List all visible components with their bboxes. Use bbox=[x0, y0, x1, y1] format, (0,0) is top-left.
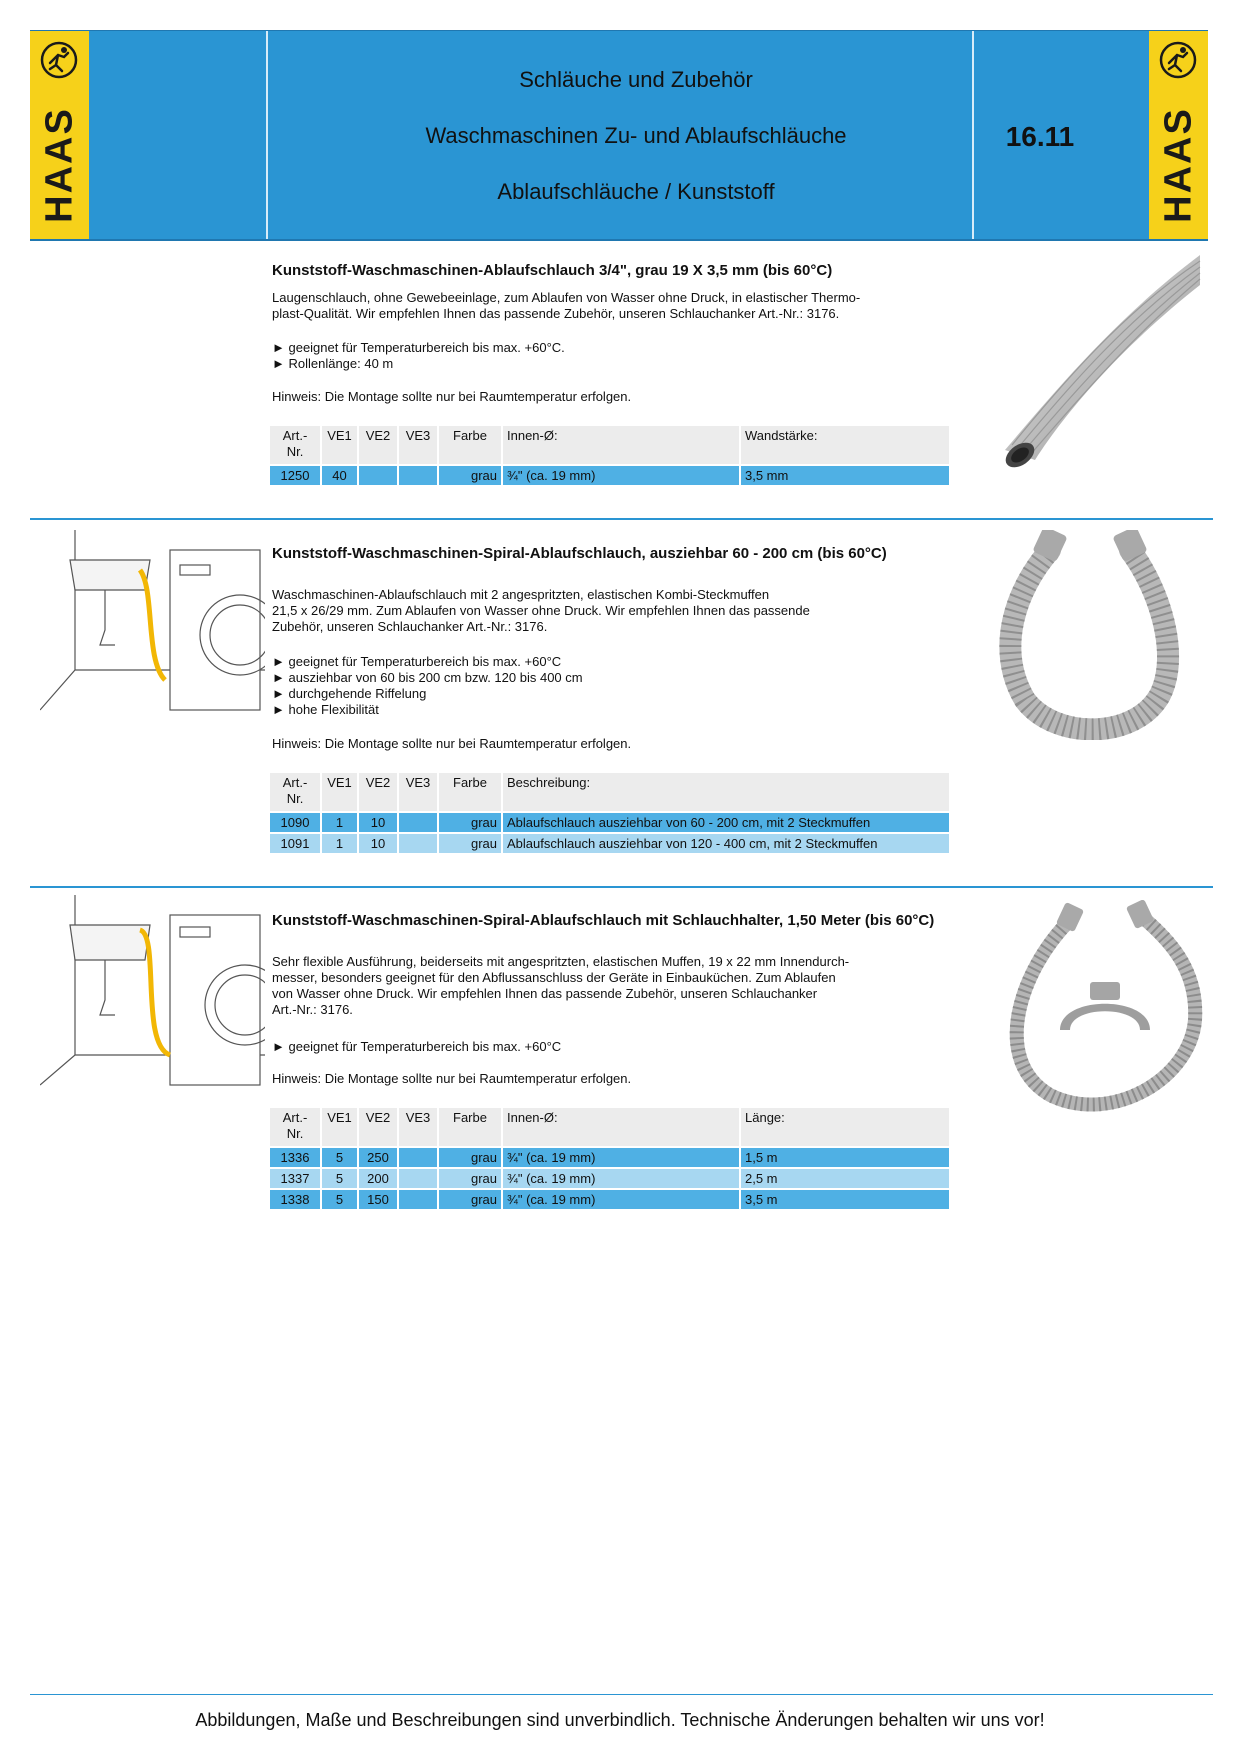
product-title: Kunststoff-Waschmaschinen-Spiral-Ablaufschlauch mit Schlauchhalter, 1,50 Meter (bis 60°C) bbox=[272, 912, 935, 929]
cell-laenge: 2,5 m bbox=[741, 1169, 949, 1188]
header-title: Ablaufschläuche / Kunststoff bbox=[497, 179, 775, 204]
col-header-wandstaerke: Wandstärke: bbox=[741, 426, 949, 464]
cell-ve1: 5 bbox=[322, 1169, 357, 1188]
spec-table bbox=[268, 771, 951, 855]
table-row bbox=[270, 813, 949, 832]
cell-innen: ¾" (ca. 19 mm) bbox=[503, 466, 739, 485]
col-header-farbe: Farbe bbox=[439, 426, 501, 464]
col-header-laenge: Länge: bbox=[741, 1108, 949, 1146]
cell-ve2 bbox=[359, 466, 397, 485]
cell-wandstaerke: 3,5 mm bbox=[741, 466, 949, 485]
col-header-farbe: Farbe bbox=[439, 1108, 501, 1146]
description-line: Laugenschlauch, ohne Gewebeeinlage, zum Ablaufen von Wasser ohne Druck, in elastischer Thermo- bbox=[272, 290, 861, 305]
cell-innen: ¾" (ca. 19 mm) bbox=[503, 1148, 739, 1167]
cell-farbe: grau bbox=[439, 466, 501, 485]
product-description bbox=[272, 954, 952, 1018]
col-header-ve1: VE1 bbox=[322, 426, 357, 464]
feature-item: ► durchgehende Riffelung bbox=[272, 686, 427, 701]
installation-illustration bbox=[40, 530, 265, 720]
feature-list bbox=[272, 654, 952, 718]
footer-divider bbox=[30, 1694, 1213, 1695]
col-header-ve3: VE3 bbox=[399, 1108, 437, 1146]
table-row bbox=[270, 466, 949, 485]
col-header-ve1: VE1 bbox=[322, 773, 357, 811]
cell-farbe: grau bbox=[439, 1190, 501, 1209]
feature-item: ► hohe Flexibilität bbox=[272, 702, 379, 717]
header-category: Schläuche und Zubehör bbox=[519, 67, 753, 92]
feature-list bbox=[272, 1039, 952, 1055]
cell-art-nr: 1337 bbox=[270, 1169, 320, 1188]
cell-art-nr: 1091 bbox=[270, 834, 320, 853]
table-row bbox=[270, 834, 949, 853]
haas-logo-right bbox=[1149, 31, 1208, 239]
hose-straight-image bbox=[1000, 245, 1210, 470]
haas-logo-text: HAAS bbox=[1157, 107, 1199, 223]
spec-table bbox=[268, 1106, 951, 1211]
cell-innen: ¾" (ca. 19 mm) bbox=[503, 1169, 739, 1188]
description-line: Zubehör, unseren Schlauchanker Art.-Nr.: 3176. bbox=[272, 619, 548, 634]
spec-table bbox=[268, 424, 951, 487]
col-header-ve1: VE1 bbox=[322, 1108, 357, 1146]
col-header-art-nr: Art.- Nr. bbox=[270, 426, 320, 464]
cell-ve2: 250 bbox=[359, 1148, 397, 1167]
description-line: 21,5 x 26/29 mm. Zum Ablaufen von Wasser ohne Druck. Wir empfehlen Ihnen das passende bbox=[272, 603, 810, 618]
header-divider bbox=[266, 31, 268, 239]
description-line: Waschmaschinen-Ablaufschlauch mit 2 angespritzten, elastischen Kombi-Steckmuffen bbox=[272, 587, 770, 602]
product-description bbox=[272, 290, 952, 322]
section-divider bbox=[30, 518, 1213, 520]
description-line: Sehr flexible Ausführung, beiderseits mit angespritzten, elastischen Muffen, 19 x 22 mm Innendurch- bbox=[272, 954, 850, 969]
page-header bbox=[30, 30, 1208, 241]
feature-item: ► geeignet für Temperaturbereich bis max. +60°C bbox=[272, 1039, 562, 1054]
feature-item: ► ausziehbar von 60 bis 200 cm bzw. 120 bis 400 cm bbox=[272, 670, 583, 685]
table-row bbox=[270, 1190, 949, 1209]
cell-ve1: 1 bbox=[322, 834, 357, 853]
mounting-hint: Hinweis: Die Montage sollte nur bei Raumtemperatur erfolgen. bbox=[272, 736, 632, 751]
col-header-ve3: VE3 bbox=[399, 773, 437, 811]
running-figure-icon bbox=[1159, 41, 1197, 79]
table-row bbox=[270, 1169, 949, 1188]
col-header-art-nr: Art.- Nr. bbox=[270, 773, 320, 811]
cell-ve2: 200 bbox=[359, 1169, 397, 1188]
col-header-ve2: VE2 bbox=[359, 773, 397, 811]
description-line: messer, besonders geeignet für den Abflussanschluss der Geräte in Einbauküchen. Zum Ablaufen bbox=[272, 970, 836, 985]
table-row bbox=[270, 1148, 949, 1167]
feature-list bbox=[272, 340, 952, 372]
description-line: von Wasser ohne Druck. Wir empfehlen Ihnen das passende Zubehör, unseren Schlauchanker bbox=[272, 986, 818, 1001]
mounting-hint: Hinweis: Die Montage sollte nur bei Raumtemperatur erfolgen. bbox=[272, 1071, 632, 1086]
cell-ve3 bbox=[399, 834, 437, 853]
product-title: Kunststoff-Waschmaschinen-Spiral-Ablaufschlauch, ausziehbar 60 - 200 cm (bis 60°C) bbox=[272, 545, 887, 562]
cell-ve3 bbox=[399, 813, 437, 832]
cell-art-nr: 1250 bbox=[270, 466, 320, 485]
page-number: 16.11 bbox=[1005, 121, 1075, 152]
cell-ve2: 150 bbox=[359, 1190, 397, 1209]
product-description bbox=[272, 587, 952, 635]
cell-farbe: grau bbox=[439, 813, 501, 832]
col-header-innen: Innen-Ø: bbox=[503, 1108, 739, 1146]
feature-item: ► geeignet für Temperaturbereich bis max. +60°C. bbox=[272, 340, 565, 355]
running-figure-icon bbox=[40, 41, 78, 79]
cell-ve3 bbox=[399, 1190, 437, 1209]
haas-logo-left bbox=[30, 31, 89, 239]
cell-farbe: grau bbox=[439, 834, 501, 853]
col-header-ve2: VE2 bbox=[359, 1108, 397, 1146]
cell-ve3 bbox=[399, 466, 437, 485]
cell-farbe: grau bbox=[439, 1169, 501, 1188]
col-header-art-nr: Art.- Nr. bbox=[270, 1108, 320, 1146]
col-header-farbe: Farbe bbox=[439, 773, 501, 811]
feature-item: ► Rollenlänge: 40 m bbox=[272, 356, 394, 371]
cell-innen: ¾" (ca. 19 mm) bbox=[503, 1190, 739, 1209]
description-line: Art.-Nr.: 3176. bbox=[272, 1002, 353, 1017]
cell-laenge: 1,5 m bbox=[741, 1148, 949, 1167]
cell-laenge: 3,5 m bbox=[741, 1190, 949, 1209]
description-line: plast-Qualität. Wir empfehlen Ihnen das passende Zubehör, unseren Schlauchanker Art.-Nr.: 3176. bbox=[272, 306, 840, 321]
feature-item: ► geeignet für Temperaturbereich bis max. +60°C bbox=[272, 654, 562, 669]
cell-art-nr: 1090 bbox=[270, 813, 320, 832]
spiral-hose-image bbox=[985, 530, 1195, 740]
installation-illustration bbox=[40, 895, 265, 1090]
cell-art-nr: 1338 bbox=[270, 1190, 320, 1209]
hose-with-holder-image bbox=[1000, 900, 1205, 1115]
cell-ve2: 10 bbox=[359, 834, 397, 853]
cell-beschreibung: Ablaufschlauch ausziehbar von 60 - 200 cm, mit 2 Steckmuffen bbox=[503, 813, 949, 832]
cell-ve3 bbox=[399, 1169, 437, 1188]
col-header-beschreibung: Beschreibung: bbox=[503, 773, 949, 811]
cell-beschreibung: Ablaufschlauch ausziehbar von 120 - 400 cm, mit 2 Steckmuffen bbox=[503, 834, 949, 853]
product-title: Kunststoff-Waschmaschinen-Ablaufschlauch 3/4", grau 19 X 3,5 mm (bis 60°C) bbox=[272, 262, 833, 279]
cell-ve1: 5 bbox=[322, 1190, 357, 1209]
col-header-ve3: VE3 bbox=[399, 426, 437, 464]
cell-farbe: grau bbox=[439, 1148, 501, 1167]
col-header-innen: Innen-Ø: bbox=[503, 426, 739, 464]
cell-art-nr: 1336 bbox=[270, 1148, 320, 1167]
cell-ve1: 40 bbox=[322, 466, 357, 485]
footer-disclaimer: Abbildungen, Maße und Beschreibungen sind unverbindlich. Technische Änderungen behalten wir uns vor! bbox=[195, 1710, 1045, 1730]
col-header-ve2: VE2 bbox=[359, 426, 397, 464]
cell-ve1: 5 bbox=[322, 1148, 357, 1167]
cell-ve2: 10 bbox=[359, 813, 397, 832]
header-subcategory: Waschmaschinen Zu- und Ablaufschläuche bbox=[425, 123, 847, 148]
cell-ve3 bbox=[399, 1148, 437, 1167]
section-divider bbox=[30, 886, 1213, 888]
cell-ve1: 1 bbox=[322, 813, 357, 832]
mounting-hint: Hinweis: Die Montage sollte nur bei Raumtemperatur erfolgen. bbox=[272, 389, 632, 404]
haas-logo-text: HAAS bbox=[38, 107, 80, 223]
